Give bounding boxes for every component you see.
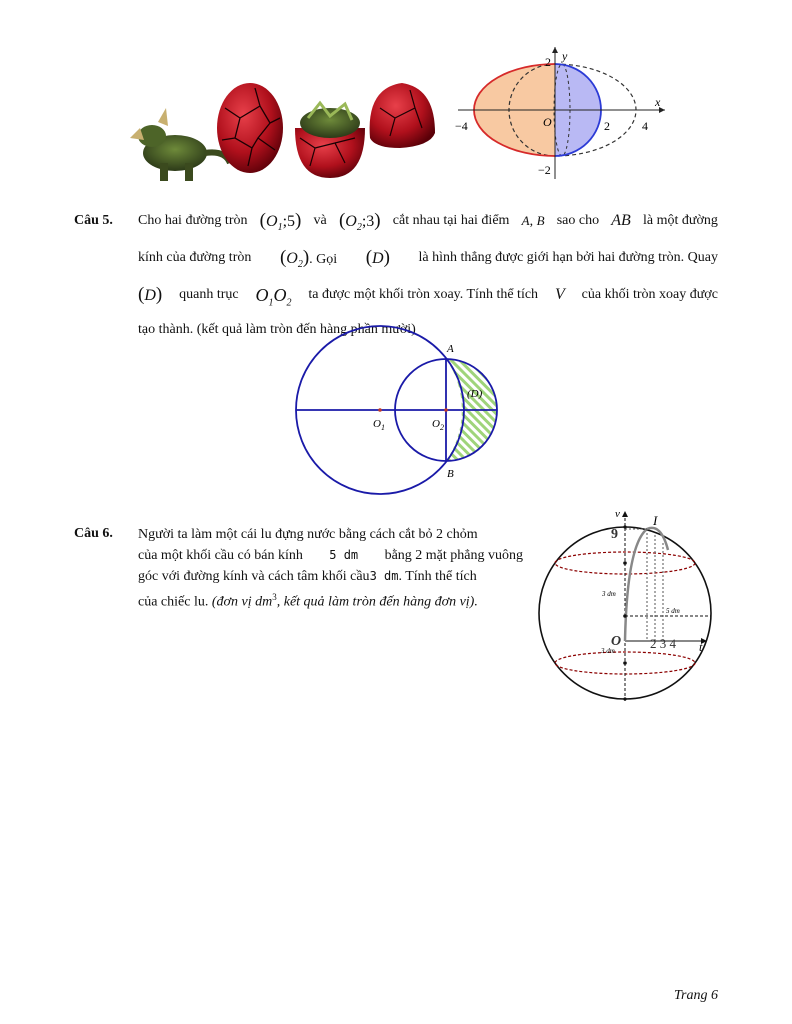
q5-c2-name: O [345,213,357,230]
y-axis-label: y [562,49,568,63]
q5-t-line2a: kính của đường tròn [138,250,252,266]
q5-point-b: B [536,213,545,228]
q5-axis-o1: O [255,285,269,306]
q6-line1: Người ta làm một cái lu đựng nước bằng cách cắt bỏ 2 chỏm [138,527,478,542]
q5-t-line3b: ta được một khối tròn xoay. Tính thể tích [308,287,539,303]
q6-unit: dm [255,594,273,610]
tick-x-2: 2 [604,119,610,133]
t-ticks: 2 3 4 [650,636,676,651]
tick-y-bottom: −2 [538,163,551,177]
q6-text [138,524,523,613]
q5-seg-ab: AB [611,212,631,229]
page-number: Trang 6 [674,988,718,1003]
q6-distance-value: 3 dm [369,569,399,583]
q5-t-line3c: của khối tròn xoay được [581,287,718,303]
q5-c2-radius: 3 [366,213,375,230]
dim-5dm: 5 dm [666,607,680,615]
tick-x-left: −4 [455,119,468,133]
q5-v-name: V [554,286,565,304]
dinosaur-figure [130,108,230,181]
label-d: (D) [467,388,483,400]
q5-c2-sub: 2 [356,222,362,234]
parabola-curve [625,528,668,641]
label-a: A [447,343,454,355]
dinosaur-egg-illustration [130,78,440,188]
dim-3dm-bottom: 3 dm [601,647,615,655]
tick-y-top: 2 [545,55,551,69]
label-o2: $O_2$ [432,418,444,432]
t-axis-label: t [699,640,703,654]
q5-t-line2b: . Gọi [309,252,338,268]
q6-line3b: . Tính thể tích [398,569,477,584]
q5-t-diam: là một đường [643,213,718,228]
q5-c1-radius: 5 [287,213,296,230]
whole-egg [217,83,283,173]
q5-axis-s2: 2 [286,297,292,309]
x-axis-label: x [655,95,661,109]
q5-axis-o2: O [273,285,287,306]
q6-sphere-jar-figure [535,505,720,705]
q6-radius-value: 5 dm [329,548,359,562]
v-axis-label: v [615,508,620,520]
dim-3dm-top: 3 dm [602,590,616,598]
q5-point-a: A [521,213,530,228]
q6-label: Câu 6. [74,526,113,541]
q5-label: Câu 5. [74,213,113,228]
q5-d-name: D [372,250,384,268]
q5-t-line3a: quanh trục [179,287,239,303]
origin-label: O [543,115,552,129]
origin-o: O [611,634,622,649]
open-egg [295,83,435,178]
q6-line4a: của chiếc lu. [138,594,209,610]
q6-unit-exp: 3 [272,592,277,602]
label-o1: $O_1$ [373,418,385,432]
tick-x-4: 4 [642,119,648,133]
q5-text: Cho hai đường tròn $(O_1;5)$ và $(O_2;3)$ cắt nhau tại hai điểm A, B sao cho AB là một đường kính của đường tròn $(O_2)$. Gọi (D) là hình thẳng được giới hạn bởi hai đường tròn. Quay (D) quanh trục $O_1O_2$ ta được một khối tròn xoay. Tính thể tích V của khối tròn xoay được tạo thành. (kết quả làm tròn đến hàng phần mười) [138,206,718,341]
q6-line2b: bằng 2 mặt phẳng vuông [384,548,523,563]
ellipse-volume-diagram [450,44,670,184]
q5-t-intro: Cho hai đường tròn [138,213,248,228]
point-i: I [653,513,658,528]
q5-c1-sub: 1 [277,222,283,234]
q5-t-line4: tạo thành. (kết quả làm tròn đến hàng phần mười) [138,321,416,337]
label-b: B [447,468,454,480]
q5-c1-name: O [266,213,278,230]
q5-t-cut: cắt nhau tại hai điểm [392,213,510,228]
q6-line3a: góc với đường kính và cách tâm khối cầu [138,569,370,584]
q5-axis-s1: 1 [268,297,274,309]
q5-t-sothat: sao cho [556,213,600,228]
q5-t-line2c: là hình thẳng được giới hạn bởi hai đường tròn. Quay [418,250,718,266]
q6-line4b: (đơn vị [211,594,252,610]
q5-two-circles-figure [290,320,510,505]
q6-line4c: , kết quả làm tròn đến hàng đơn vị). [276,594,478,610]
q5-t-and: và [313,213,327,228]
q6-line2a: của một khối cầu có bán kính [138,548,303,563]
tick-nine: 9 [611,527,618,542]
